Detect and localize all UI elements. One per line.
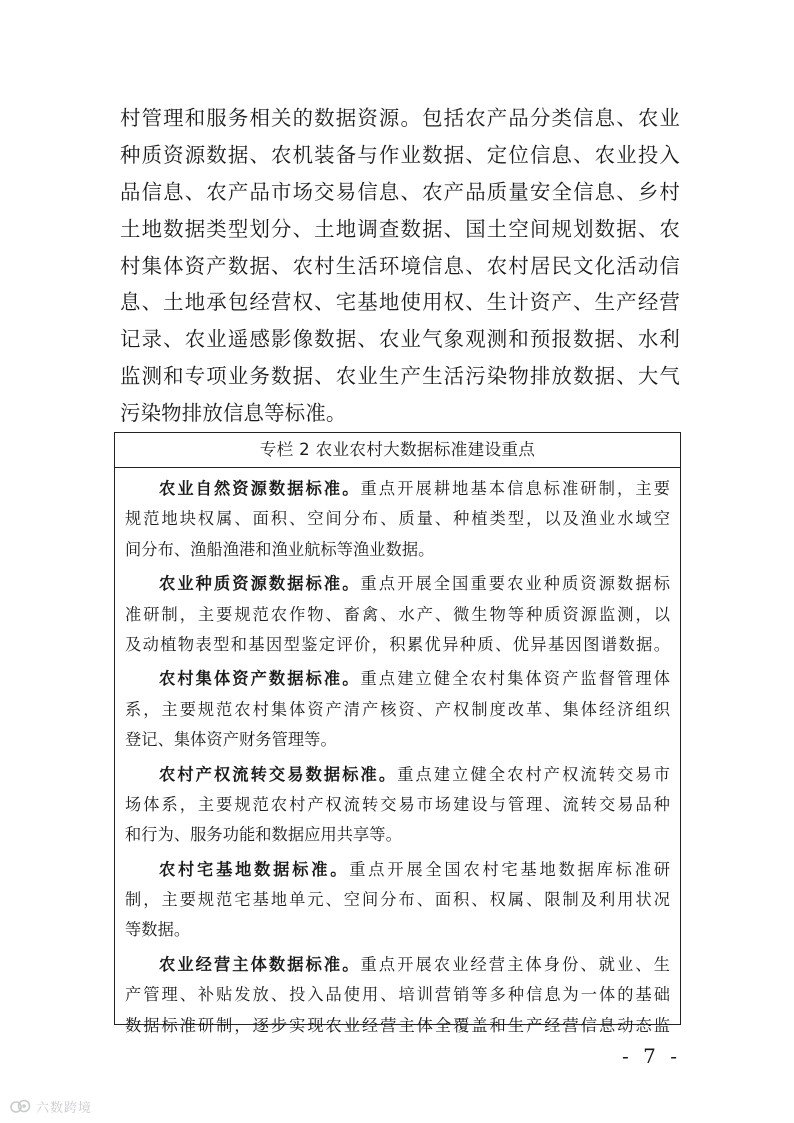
section-first-line	[125, 474, 670, 504]
logo-icon	[10, 1098, 32, 1114]
box-section	[115, 855, 680, 946]
section-line: 产管理、补贴发放、投入品使用、培训营销等多种信息为一体的基础	[125, 985, 670, 1005]
page-number: - 7 -	[622, 1044, 681, 1068]
section-line: 及动植物表型和基因型鉴定评价，积累优异种质、优异基因图谱数据。	[125, 634, 670, 654]
intro-line: 息、土地承包经营权、宅基地使用权、生计资产、生产经营	[120, 290, 680, 315]
intro-paragraph	[120, 100, 680, 432]
column-box	[114, 432, 681, 1035]
section-first-line	[125, 950, 670, 980]
section-line: 登记、集体资产财务管理等。	[125, 730, 337, 750]
intro-line: 监测和专项业务数据、农业生产生活污染物排放数据、大气	[120, 364, 680, 389]
intro-line: 种质资源数据、农机装备与作业数据、定位信息、农业投入	[120, 142, 680, 167]
section-text: 重点开展全国农村宅基地数据库标准研	[349, 859, 671, 879]
section-first-line	[125, 569, 670, 599]
intro-line: 土地数据类型划分、土地调查数据、国土空间规划数据、农	[120, 216, 680, 241]
section-text: 重点开展全国重要农业种质资源数据标	[360, 574, 670, 594]
watermark	[10, 1096, 110, 1116]
box-section	[115, 760, 680, 851]
intro-line: 污染物排放信息等标准。	[120, 401, 347, 426]
intro-line: 品信息、农产品市场交易信息、农产品质量安全信息、乡村	[120, 179, 680, 204]
intro-line: 村管理和服务相关的数据资源。包括农产品分类信息、农业	[120, 106, 680, 130]
section-heading: 农村产权流转交易数据标准。	[159, 764, 398, 784]
watermark-text: 六数跨境	[36, 1100, 93, 1116]
box-section	[115, 474, 680, 565]
section-line: 等数据。	[125, 920, 191, 940]
box-section	[115, 569, 680, 660]
section-heading: 农业种质资源数据标准。	[159, 574, 361, 594]
section-line: 制，主要规范宅基地单元、空间分布、面积、权属、限制及利用状况	[125, 890, 670, 910]
section-heading: 农业自然资源数据标准。	[159, 479, 361, 498]
section-heading: 农村宅基地数据标准。	[159, 859, 350, 879]
section-first-line	[125, 855, 670, 885]
section-line: 和行为、服务功能和数据应用共享等。	[125, 825, 402, 845]
section-line: 数据标准研制，逐步实现农业经营主体全覆盖和生产经营信息动态监	[125, 1015, 670, 1035]
section-heading: 农业经营主体数据标准。	[159, 954, 361, 974]
section-line: 场体系，主要规范农村产权流转交易市场建设与管理、流转交易品种	[125, 794, 670, 814]
section-text: 重点开展农业经营主体身份、就业、生	[360, 954, 670, 974]
intro-line: 村集体资产数据、农村生活环境信息、农村居民文化活动信	[120, 253, 680, 278]
section-line: 准研制，主要规范农作物、畜禽、水产、微生物等种质资源监测，以	[125, 604, 670, 624]
box-section	[115, 664, 680, 755]
section-text: 重点建立健全农村集体资产监督管理体	[360, 669, 670, 689]
section-line: 系，主要规范农村集体资产清产核资、产权制度改革、集体经济组织	[125, 699, 670, 719]
intro-line: 记录、农业遥感影像数据、农业气象观测和预报数据、水利	[120, 327, 680, 352]
section-text: 重点开展耕地基本信息标准研制，主要	[360, 479, 670, 498]
section-line: 间分布、渔船渔港和渔业航标等渔业数据。	[125, 539, 435, 559]
section-first-line	[125, 664, 670, 694]
box-title: 专栏 2 农业农村大数据标准建设重点	[115, 433, 680, 468]
section-first-line	[125, 760, 670, 790]
section-line: 规范地块权属、面积、空间分布、质量、种植类型，以及渔业水域空	[125, 509, 670, 529]
section-heading: 农村集体资产数据标准。	[159, 669, 361, 689]
box-section	[115, 950, 680, 1041]
section-text: 重点建立健全农村产权流转交易市	[397, 764, 671, 784]
